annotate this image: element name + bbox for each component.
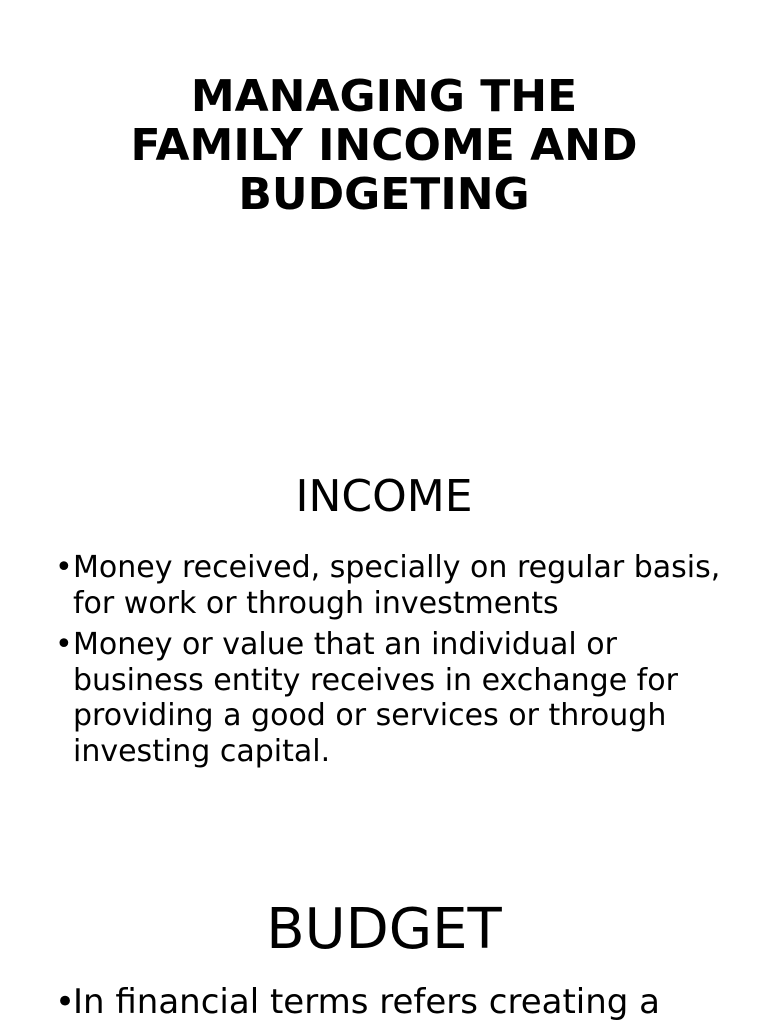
income-definition-2: Money or value that an individual or business entity receives in exchange for providing a good or services or through investing capital. (73, 627, 678, 769)
bullet-icon: • (55, 550, 73, 585)
title-line-2: FAMILY INCOME AND (130, 120, 638, 171)
list-item (55, 550, 735, 621)
income-heading: INCOME (295, 471, 473, 522)
page-title (0, 72, 768, 219)
income-bullet-list (55, 550, 735, 775)
budget-bullet-list (55, 982, 735, 1022)
list-item (55, 982, 735, 1022)
list-item (55, 627, 735, 769)
budget-heading: BUDGET (266, 897, 502, 962)
budget-definition-1: In financial terms refers creating a (73, 982, 660, 1022)
income-definition-1: Money received, specially on regular basis, for work or through investments (73, 550, 721, 621)
title-line-3: BUDGETING (238, 169, 530, 220)
bullet-icon: • (55, 982, 76, 1022)
bullet-icon: • (55, 627, 73, 662)
title-line-1: MANAGING THE (190, 71, 578, 122)
